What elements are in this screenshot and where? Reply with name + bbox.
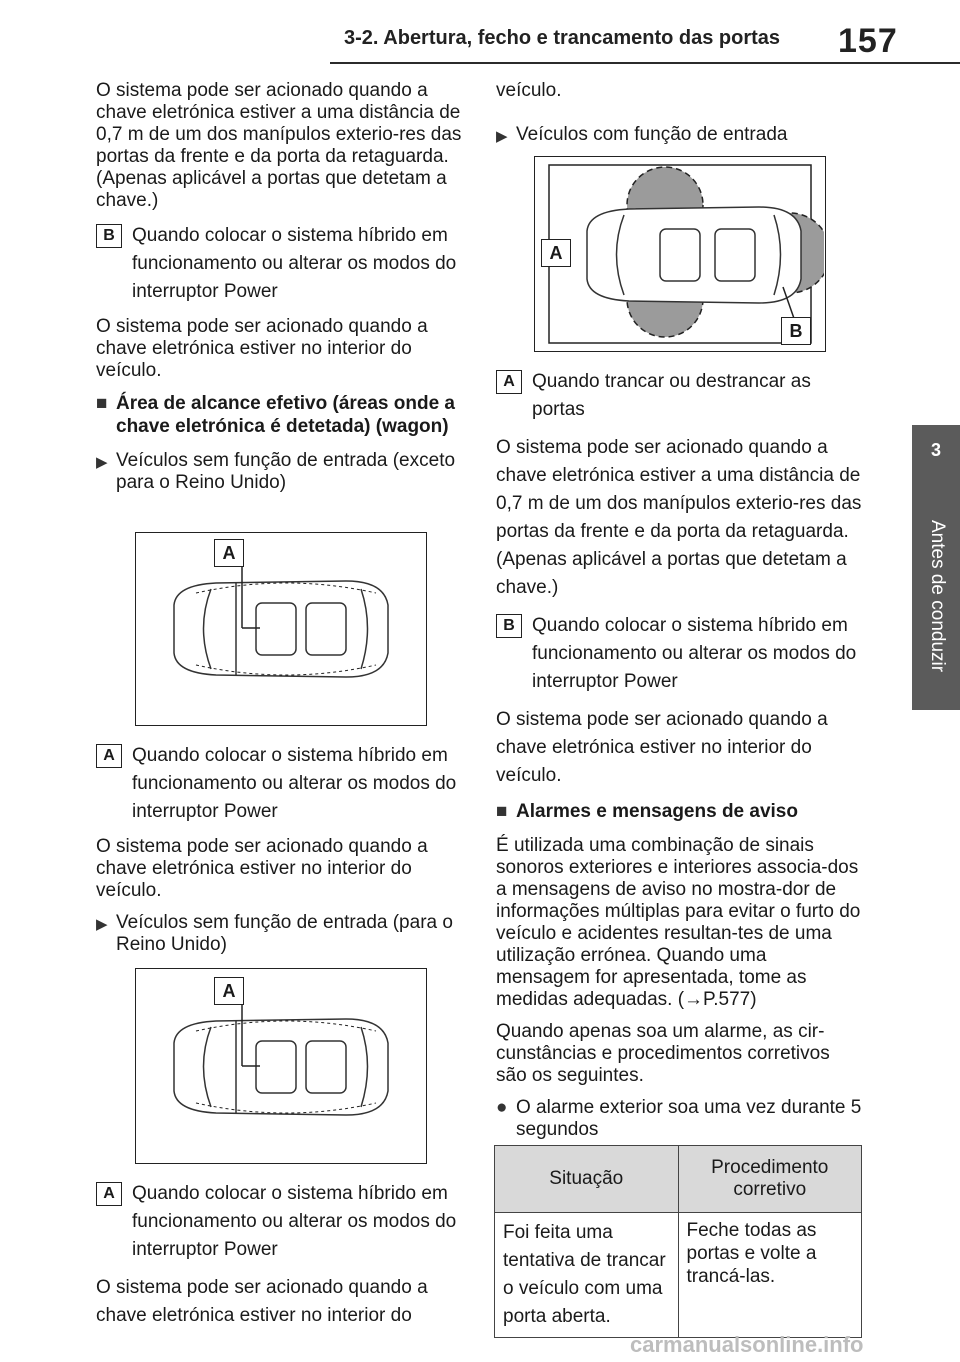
chapter-label: Antes de conduzir: [927, 520, 948, 673]
subheading-text: Veículos sem função de entrada (para o Reino Unido): [116, 912, 453, 955]
label-a-text: Quando colocar o sistema híbrido em funcionamento ou alterar os modos do interruptor Power: [132, 745, 457, 822]
section-title: 3-2. Abertura, fecho e trancamento das portas: [344, 27, 781, 49]
paragraph: O sistema pode ser acionado quando a chave eletrónica estiver no interior do veículo.: [496, 709, 828, 786]
label-a-badge: A: [496, 370, 522, 394]
triangle-bullet-icon: ▶: [496, 128, 508, 145]
subheading: [496, 124, 862, 148]
figure-label-b: B: [781, 317, 811, 345]
section-heading: [496, 800, 862, 823]
subheading: [96, 912, 464, 956]
table-header-cell: Situação: [495, 1146, 679, 1213]
alarm-table: [494, 1145, 862, 1338]
car-topview-illustration: [136, 533, 425, 724]
figure-car-range-3: [534, 156, 826, 352]
figure-label-a: A: [214, 539, 244, 567]
label-b-text: Quando colocar o sistema híbrido em funcionamento ou alterar os modos do interruptor Power: [532, 615, 857, 692]
chapter-number: 3: [930, 440, 941, 460]
paragraph: O sistema pode ser acionado quando a chave eletrónica estiver no interior do: [96, 1277, 428, 1326]
bullet-text: O alarme exterior soa uma vez durante 5 segundos: [516, 1097, 862, 1140]
right-column-mid: [496, 364, 862, 1141]
subheading-text: Veículos sem função de entrada (exceto para o Reino Unido): [116, 450, 456, 493]
left-column-top: [96, 80, 464, 508]
figure-label-a: A: [541, 239, 571, 267]
label-b-badge: B: [96, 224, 122, 248]
table-row: [495, 1213, 862, 1338]
heading-text: Área de alcance efetivo (áreas onde a chave eletrónica é detetada) (wagon): [116, 393, 455, 437]
paragraph: Quando apenas soa um alarme, as cir-cunstâncias e procedimentos corretivos são os seguintes.: [496, 1021, 830, 1086]
paragraph: veículo.: [496, 80, 562, 101]
section-heading: [96, 392, 464, 438]
bullet-item: [496, 1097, 862, 1141]
paragraph: O sistema pode ser acionado quando a chave eletrónica estiver no interior do veículo.: [96, 836, 428, 901]
left-column-mid: [96, 738, 464, 970]
paragraph: O sistema pode ser acionado quando a chave eletrónica estiver a uma distância de 0,7 m de um dos manípulos exterio-res das portas da frente e da porta da retaguarda. (Apenas aplicável a portas que detetam a chave.): [96, 80, 462, 211]
table-cell: Feche todas as portas e volte a trancá-las.: [678, 1213, 862, 1338]
figure-car-range-2: [135, 968, 427, 1164]
header-rule: [330, 62, 960, 64]
heading-text: Alarmes e mensagens de aviso: [516, 801, 798, 822]
label-row-a: [96, 742, 464, 826]
label-row-a: [96, 1180, 464, 1264]
paragraph: É utilizada uma combinação de sinais sonoros exteriores e interiores associa-dos a mensagens de aviso no mostra-dor de informações múltiplas para evitar o furto do veículo e acidentes resultan-tes de uma utilização errónea. Quando uma mensagem for apresentada, tome as medidas adequadas. (→P.577): [496, 835, 861, 1010]
table-cell: Foi feita uma tentativa de trancar o veículo com uma porta aberta.: [495, 1213, 679, 1338]
label-a-badge: A: [96, 744, 122, 768]
circle-bullet-icon: ●: [496, 1097, 508, 1118]
label-a-text: Quando colocar o sistema híbrido em funcionamento ou alterar os modos do interruptor Power: [132, 1183, 457, 1260]
label-b-badge: B: [496, 614, 522, 638]
triangle-bullet-icon: ▶: [96, 916, 108, 933]
label-row-b: [496, 612, 862, 696]
subheading-text: Veículos com função de entrada: [516, 124, 788, 145]
label-row-a: [496, 368, 862, 424]
label-a-text: Quando trancar ou destrancar as portas: [532, 371, 811, 420]
figure-label-a: A: [214, 977, 244, 1005]
right-column-top: [496, 80, 862, 162]
label-a-badge: A: [96, 1182, 122, 1206]
left-column-bottom: [96, 1176, 464, 1340]
paragraph: O sistema pode ser acionado quando a chave eletrónica estiver no interior do veículo.: [96, 316, 428, 381]
subheading: [96, 450, 464, 494]
paragraph: O sistema pode ser acionado quando a chave eletrónica estiver a uma distância de 0,7 m de um dos manípulos exterio-res das portas da frente e da porta da retaguarda. (Apenas aplicável a portas que detetam a chave.): [496, 437, 862, 598]
table-header-cell: Procedimento corretivo: [678, 1146, 862, 1213]
figure-car-range-1: [135, 532, 427, 726]
label-b-text: Quando colocar o sistema híbrido em funcionamento ou alterar os modos do interruptor Power: [132, 225, 457, 302]
page-number: 157: [838, 22, 898, 60]
label-row-b: [96, 222, 464, 306]
car-topview-illustration: [136, 969, 425, 1162]
square-bullet-icon: ■: [496, 801, 508, 822]
table-header-row: [495, 1146, 862, 1213]
watermark: carmanualsonline.info: [630, 1332, 864, 1357]
square-bullet-icon: ■: [96, 393, 108, 414]
triangle-bullet-icon: ▶: [96, 454, 108, 471]
